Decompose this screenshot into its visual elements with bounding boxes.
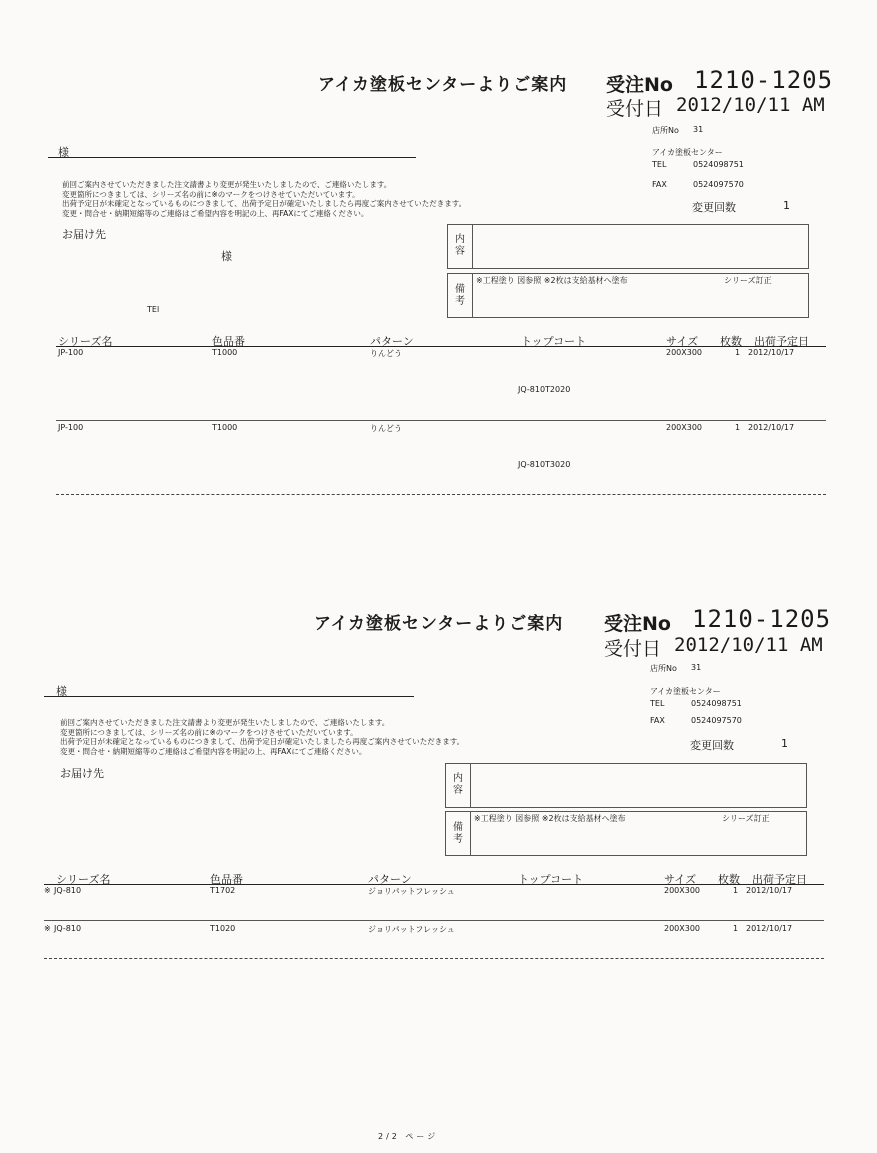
cell-date: 2012/10/17 (748, 348, 795, 357)
remarks-box-divider (470, 811, 471, 856)
header-size: サイズ (666, 335, 699, 348)
cell-sub: JQ-810T3020 (518, 460, 571, 469)
header-color: 色品番 (210, 873, 243, 886)
content-label (454, 234, 466, 258)
store-no-label: 店所No (650, 664, 677, 673)
cell-color: T1020 (210, 924, 236, 933)
notice-line: 出荷予定日が未確定となっているものにつきまして、出荷予定日が確定いたしましたら再度ご案内させていただきます。 (62, 199, 467, 208)
cell-pattern: ジョリパットフレッシュ (368, 925, 455, 934)
order-no-value: 1210-1205 (694, 66, 834, 94)
cell-qty: 1 (735, 348, 741, 357)
notice-line: 前回ご案内させていただきました注文請書より変更が発生いたしましたので、ご連絡いたします。 (60, 718, 390, 727)
section-end-line (44, 958, 824, 959)
cell-color: T1000 (212, 423, 238, 432)
change-count-label: 変更回数 (690, 739, 734, 752)
cell-pattern: りんどう (370, 349, 402, 358)
cell-date: 2012/10/17 (746, 924, 793, 933)
page-number: 2/2 ページ (378, 1132, 439, 1141)
cell-date: 2012/10/17 (746, 886, 793, 895)
cell-change-mark: ※ (44, 886, 51, 895)
notice-text (60, 718, 464, 756)
content-label (452, 773, 464, 797)
cell-qty: 1 (733, 924, 739, 933)
content-label-text: 内容 (455, 234, 465, 257)
header-line (56, 346, 826, 347)
header-ship-date: 出荷予定日 (752, 873, 807, 886)
header-topcoat: トップコート (518, 873, 584, 886)
delivery-label: お届け先 (62, 228, 106, 241)
received-date-label: 受付日 (606, 98, 664, 120)
received-date-value: 2012/10/11 AM (674, 634, 823, 656)
order-no-value: 1210-1205 (692, 605, 832, 633)
remarks-label (454, 284, 466, 308)
header-size: サイズ (664, 873, 697, 886)
notice-line: 変更箇所につきましては、シリーズ名の前に※のマークをつけさせていただいています。 (62, 189, 360, 199)
cell-size: 200X300 (666, 348, 703, 357)
notice-line: 変更箇所につきましては、シリーズ名の前に※のマークをつけさせていただいています。 (60, 727, 358, 737)
cell-qty: 1 (735, 423, 741, 432)
center-name: アイカ塗板センター (652, 148, 723, 157)
fax-value: 0524097570 (693, 180, 744, 189)
cell-date: 2012/10/17 (748, 423, 795, 432)
notice-line: 前回ご案内させていただきました注文請書より変更が発生いたしましたので、ご連絡いたします。 (62, 180, 392, 189)
section-end-line (56, 494, 826, 495)
tel-value: 0524098751 (691, 699, 742, 708)
customer-sama: 様 (56, 685, 67, 698)
cell-size: 200X300 (664, 886, 701, 895)
received-date-label: 受付日 (604, 638, 662, 660)
tel-value: 0524098751 (693, 160, 744, 169)
content-box-divider (472, 224, 473, 269)
tel-label: TEL (650, 699, 665, 708)
header-pattern: パターン (370, 335, 414, 348)
delivery-sama: 様 (221, 250, 232, 263)
order-no-label: 受注No (606, 74, 673, 96)
header-color: 色品番 (212, 335, 245, 348)
delivery-tel: TEl (147, 305, 160, 314)
cell-series: JP-100 (58, 423, 84, 432)
cell-color: T1000 (212, 348, 238, 357)
fax-label: FAX (652, 180, 667, 189)
header-series: シリーズ名 (56, 873, 111, 886)
notice-text (62, 180, 466, 218)
order-no-label: 受注No (604, 613, 671, 635)
notice-line: 出荷予定日が未確定となっているものにつきまして、出荷予定日が確定いたしましたら再度ご案内させていただきます。 (60, 737, 465, 746)
fax-value: 0524097570 (691, 716, 742, 725)
cell-color: T1702 (210, 886, 236, 895)
header-line (44, 884, 824, 885)
notice-line: 変更・問合せ・納期短縮等のご連絡はご希望内容を明記の上、再FAXにてご連絡ください。 (62, 208, 369, 218)
cell-qty: 1 (733, 886, 739, 895)
remarks-box-divider (472, 273, 473, 318)
cell-series: JP-100 (58, 348, 84, 357)
row-separator (44, 920, 824, 921)
remarks-label-text: 備考 (455, 284, 465, 307)
change-count-label: 変更回数 (692, 201, 736, 214)
cell-sub: JQ-810T2020 (518, 385, 571, 394)
header-pattern: パターン (368, 873, 412, 886)
notice-title: アイカ塗板センターよりご案内 (314, 614, 564, 634)
row-separator (56, 420, 826, 421)
customer-underline (44, 696, 414, 697)
tel-label: TEL (652, 160, 667, 169)
header-topcoat: トップコート (521, 335, 587, 348)
received-date-value: 2012/10/11 AM (676, 94, 825, 116)
remarks-right: シリーズ訂正 (724, 276, 772, 285)
notice-title: アイカ塗板センターよりご案内 (318, 75, 568, 95)
center-name: アイカ塗板センター (650, 687, 721, 696)
header-qty: 枚数 (718, 873, 740, 886)
header-qty: 枚数 (720, 335, 742, 348)
change-count-value: 1 (781, 737, 788, 750)
store-no-value: 31 (693, 125, 704, 134)
delivery-label: お届け先 (60, 767, 104, 780)
notice-line: 変更・問合せ・納期短縮等のご連絡はご希望内容を明記の上、再FAXにてご連絡ください。 (60, 746, 367, 756)
remarks-text: ※工程塗り 図参照 ※2枚は支給基材へ塗布 (474, 814, 626, 823)
store-no-value: 31 (691, 663, 702, 672)
content-box (447, 224, 809, 269)
cell-size: 200X300 (664, 924, 701, 933)
content-box (445, 763, 807, 808)
cell-series: JQ-810 (54, 924, 82, 933)
cell-series: JQ-810 (54, 886, 82, 895)
remarks-label-text: 備考 (453, 822, 463, 845)
change-count-value: 1 (783, 199, 790, 212)
cell-change-mark: ※ (44, 924, 51, 933)
fax-label: FAX (650, 716, 665, 725)
customer-sama: 様 (58, 146, 69, 159)
content-label-text: 内容 (453, 773, 463, 796)
header-ship-date: 出荷予定日 (754, 335, 809, 348)
customer-underline (48, 157, 416, 158)
remarks-right: シリーズ訂正 (722, 814, 770, 823)
cell-size: 200X300 (666, 423, 703, 432)
cell-pattern: ジョリパットフレッシュ (368, 887, 455, 896)
header-series: シリーズ名 (58, 335, 113, 348)
remarks-text: ※工程塗り 図参照 ※2枚は支給基材へ塗布 (476, 276, 628, 285)
store-no-label: 店所No (652, 126, 679, 135)
remarks-label (452, 822, 464, 846)
cell-pattern: りんどう (370, 424, 402, 433)
content-box-divider (470, 763, 471, 808)
